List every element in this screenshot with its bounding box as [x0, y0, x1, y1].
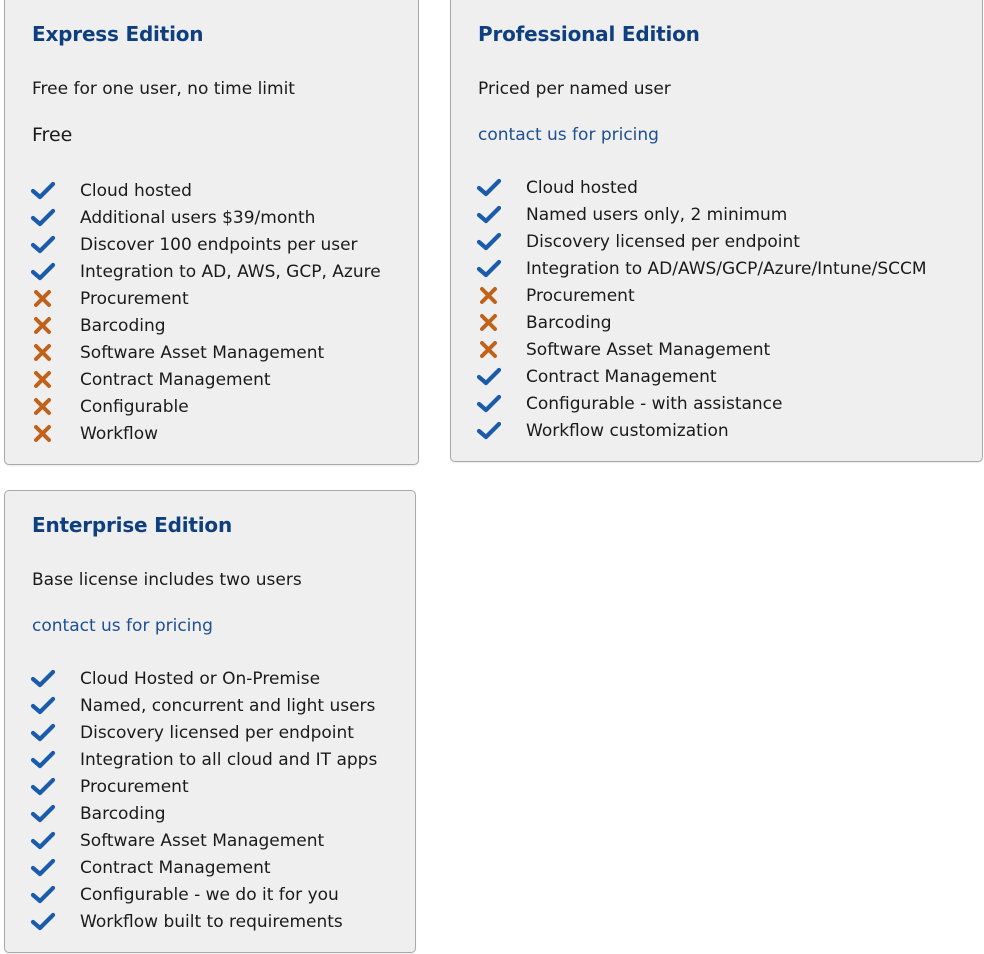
feature-item — [476, 282, 927, 309]
feature-label: Configurable - we do it for you — [80, 884, 339, 905]
feature-item — [30, 692, 377, 719]
feature-label: Configurable — [80, 396, 189, 417]
feature-list — [476, 174, 927, 444]
feature-label: Procurement — [80, 288, 189, 309]
feature-label: Integration to AD/AWS/GCP/Azure/Intune/SCCM — [526, 258, 927, 279]
feature-label: Contract Management — [80, 857, 271, 878]
check-icon — [30, 857, 56, 879]
feature-label: Named, concurrent and light users — [80, 695, 376, 716]
feature-item — [30, 665, 377, 692]
feature-label: Discovery licensed per endpoint — [526, 231, 800, 252]
feature-item — [30, 258, 381, 285]
feature-label: Procurement — [80, 776, 189, 797]
feature-item — [30, 719, 377, 746]
feature-item — [476, 228, 927, 255]
cross-icon — [30, 288, 56, 310]
feature-item — [476, 417, 927, 444]
feature-item — [476, 390, 927, 417]
feature-label: Barcoding — [80, 803, 166, 824]
feature-label: Contract Management — [80, 369, 271, 390]
cross-icon — [30, 342, 56, 364]
cross-icon — [476, 312, 502, 334]
feature-label: Integration to all cloud and IT apps — [80, 749, 378, 770]
feature-item — [30, 908, 377, 935]
check-icon — [30, 207, 56, 229]
feature-label: Procurement — [526, 285, 635, 306]
card-subtitle: Priced per named user — [478, 79, 671, 99]
feature-item — [30, 773, 377, 800]
cross-icon — [30, 315, 56, 337]
card-subtitle: Base license includes two users — [32, 570, 302, 590]
card-subtitle: Free for one user, no time limit — [32, 79, 295, 99]
professional-edition-card — [450, 0, 983, 462]
feature-item — [30, 881, 377, 908]
feature-label: Cloud hosted — [526, 177, 638, 198]
check-icon — [30, 695, 56, 717]
check-icon — [30, 884, 56, 906]
card-price: Free — [32, 124, 73, 146]
check-icon — [476, 177, 502, 199]
feature-label: Named users only, 2 minimum — [526, 204, 788, 225]
feature-label: Configurable - with assistance — [526, 393, 783, 414]
check-icon — [476, 393, 502, 415]
feature-label: Software Asset Management — [80, 830, 325, 851]
check-icon — [476, 420, 502, 442]
feature-label: Workflow — [80, 423, 159, 444]
check-icon — [476, 231, 502, 253]
feature-item — [30, 800, 377, 827]
feature-item — [30, 312, 381, 339]
check-icon — [476, 258, 502, 280]
feature-label: Workflow built to requirements — [80, 911, 343, 932]
feature-label: Cloud hosted — [80, 180, 192, 201]
feature-item — [30, 827, 377, 854]
feature-item — [30, 420, 381, 447]
feature-item — [30, 854, 377, 881]
cross-icon — [476, 285, 502, 307]
check-icon — [30, 749, 56, 771]
enterprise-edition-card — [4, 490, 416, 953]
feature-item — [476, 363, 927, 390]
cross-icon — [30, 423, 56, 445]
feature-item — [30, 285, 381, 312]
feature-label: Software Asset Management — [80, 342, 325, 363]
feature-label: Discover 100 endpoints per user — [80, 234, 358, 255]
check-icon — [30, 234, 56, 256]
feature-item — [30, 231, 381, 258]
feature-item — [30, 339, 381, 366]
card-title: Professional Edition — [478, 22, 700, 46]
cross-icon — [30, 396, 56, 418]
feature-label: Software Asset Management — [526, 339, 771, 360]
feature-item — [30, 746, 377, 773]
contact-pricing-link[interactable]: contact us for pricing — [32, 616, 213, 636]
feature-item — [476, 255, 927, 282]
feature-item — [476, 336, 927, 363]
feature-list — [30, 177, 381, 447]
feature-label: Workflow customization — [526, 420, 729, 441]
feature-label: Integration to AD, AWS, GCP, Azure — [80, 261, 381, 282]
feature-item — [30, 204, 381, 231]
feature-label: Barcoding — [526, 312, 612, 333]
feature-item — [30, 393, 381, 420]
feature-list — [30, 665, 377, 935]
check-icon — [30, 722, 56, 744]
feature-label: Additional users $39/month — [80, 207, 316, 228]
contact-pricing-link[interactable]: contact us for pricing — [478, 125, 659, 145]
check-icon — [30, 911, 56, 933]
card-title: Express Edition — [32, 22, 204, 46]
feature-label: Cloud Hosted or On-Premise — [80, 668, 321, 689]
feature-label: Contract Management — [526, 366, 717, 387]
check-icon — [476, 366, 502, 388]
feature-item — [476, 201, 927, 228]
check-icon — [476, 204, 502, 226]
feature-label: Barcoding — [80, 315, 166, 336]
feature-item — [30, 366, 381, 393]
check-icon — [30, 803, 56, 825]
cross-icon — [476, 339, 502, 361]
feature-item — [476, 309, 927, 336]
check-icon — [30, 261, 56, 283]
express-edition-card — [4, 0, 419, 465]
check-icon — [30, 776, 56, 798]
feature-item — [476, 174, 927, 201]
check-icon — [30, 180, 56, 202]
check-icon — [30, 668, 56, 690]
feature-item — [30, 177, 381, 204]
cross-icon — [30, 369, 56, 391]
card-title: Enterprise Edition — [32, 513, 232, 537]
check-icon — [30, 830, 56, 852]
feature-label: Discovery licensed per endpoint — [80, 722, 354, 743]
